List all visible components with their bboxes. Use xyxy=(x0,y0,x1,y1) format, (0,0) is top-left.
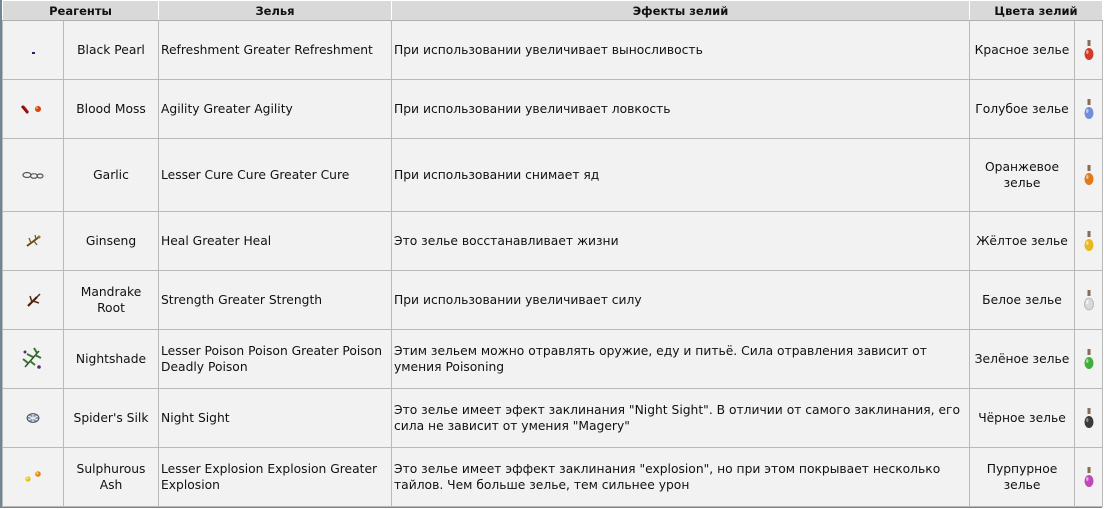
potion-names: Lesser Explosion Explosion Greater Explosion xyxy=(159,448,392,507)
bottle-cell xyxy=(1075,212,1103,271)
potion-names: Lesser Poison Poison Greater Poison Deadly Poison xyxy=(159,330,392,389)
black-pearl-icon xyxy=(23,40,43,60)
table-row xyxy=(3,212,1103,271)
potion-bottle-icon xyxy=(1083,348,1095,370)
bottle-cell xyxy=(1075,21,1103,80)
reagent-icon-cell xyxy=(3,80,64,139)
reagent-icon-cell xyxy=(3,21,64,80)
bottle-cell xyxy=(1075,139,1103,212)
reagent-name: Spider's Silk xyxy=(64,389,159,448)
mandrake-root-icon xyxy=(21,290,45,310)
potion-effect: Этим зельем можно отравлять оружие, еду и питьё. Сила отравления зависит от умения Poisoning xyxy=(392,330,970,389)
potion-effect: Это зелье имеет эффект заклинания "explosion", но при этом покрывает несколько тайлов. Чем больше зелье, тем сильнее урон xyxy=(392,448,970,507)
potion-names: Agility Greater Agility xyxy=(159,80,392,139)
potion-color-name: Оранжевое зелье xyxy=(970,139,1075,212)
reagent-icon-cell xyxy=(3,389,64,448)
potion-bottle-icon xyxy=(1083,39,1095,61)
potions-table xyxy=(2,0,1103,507)
table-row xyxy=(3,330,1103,389)
reagent-name: Nightshade xyxy=(64,330,159,389)
table-row xyxy=(3,271,1103,330)
potion-effect: Это зелье восстанавливает жизни xyxy=(392,212,970,271)
table-header-row xyxy=(3,1,1103,21)
table-row xyxy=(3,389,1103,448)
reagent-name: Mandrake Root xyxy=(64,271,159,330)
reagent-icon-cell xyxy=(3,330,64,389)
potion-color-name: Голубое зелье xyxy=(970,80,1075,139)
potion-effect: При использовании снимает яд xyxy=(392,139,970,212)
bottle-cell xyxy=(1075,271,1103,330)
potion-color-name: Зелёное зелье xyxy=(970,330,1075,389)
potion-color-name: Чёрное зелье xyxy=(970,389,1075,448)
potion-color-name: Красное зелье xyxy=(970,21,1075,80)
bottle-cell xyxy=(1075,330,1103,389)
reagent-name: Garlic xyxy=(64,139,159,212)
spiders-silk-icon xyxy=(21,408,45,428)
nightshade-icon xyxy=(19,345,47,373)
blood-moss-icon xyxy=(18,99,48,119)
potion-names: Night Sight xyxy=(159,389,392,448)
potion-bottle-icon xyxy=(1083,98,1095,120)
reagent-name: Sulphurous Ash xyxy=(64,448,159,507)
reagent-icon-cell xyxy=(3,271,64,330)
reagent-icon-cell xyxy=(3,139,64,212)
reagent-name: Black Pearl xyxy=(64,21,159,80)
potion-effect: При использовании увеличивает силу xyxy=(392,271,970,330)
potion-names: Strength Greater Strength xyxy=(159,271,392,330)
bottle-cell xyxy=(1075,80,1103,139)
reagent-name: Ginseng xyxy=(64,212,159,271)
potion-bottle-icon xyxy=(1083,230,1095,252)
reagent-icon-cell xyxy=(3,212,64,271)
garlic-icon xyxy=(18,165,48,185)
potion-bottle-icon xyxy=(1083,466,1095,488)
header-potions: Зелья xyxy=(159,1,392,21)
ginseng-icon xyxy=(21,231,45,251)
sulphurous-ash-icon xyxy=(18,467,48,487)
potion-names: Refreshment Greater Refreshment xyxy=(159,21,392,80)
reagent-icon-cell xyxy=(3,448,64,507)
potion-color-name: Пурпурное зелье xyxy=(970,448,1075,507)
potion-effect: При использовании увеличивает выносливость xyxy=(392,21,970,80)
header-reagents: Реагенты xyxy=(3,1,159,21)
potion-color-name: Белое зелье xyxy=(970,271,1075,330)
potion-color-name: Жёлтое зелье xyxy=(970,212,1075,271)
potion-bottle-icon xyxy=(1083,407,1095,429)
header-effects: Эфекты зелий xyxy=(392,1,970,21)
potion-effect: Это зелье имеет эфект заклинания "Night Sight". В отличии от самого заклинания, его сила не зависит от умения "Magery" xyxy=(392,389,970,448)
table-row xyxy=(3,139,1103,212)
potion-names: Lesser Cure Cure Greater Cure xyxy=(159,139,392,212)
potion-bottle-icon xyxy=(1083,289,1095,311)
table-row xyxy=(3,448,1103,507)
potion-bottle-icon xyxy=(1083,164,1095,186)
table-row xyxy=(3,80,1103,139)
bottle-cell xyxy=(1075,389,1103,448)
reagent-name: Blood Moss xyxy=(64,80,159,139)
table-row xyxy=(3,21,1103,80)
potion-effect: При использовании увеличивает ловкость xyxy=(392,80,970,139)
header-colors: Цвета зелий xyxy=(970,1,1103,21)
bottle-cell xyxy=(1075,448,1103,507)
potion-names: Heal Greater Heal xyxy=(159,212,392,271)
